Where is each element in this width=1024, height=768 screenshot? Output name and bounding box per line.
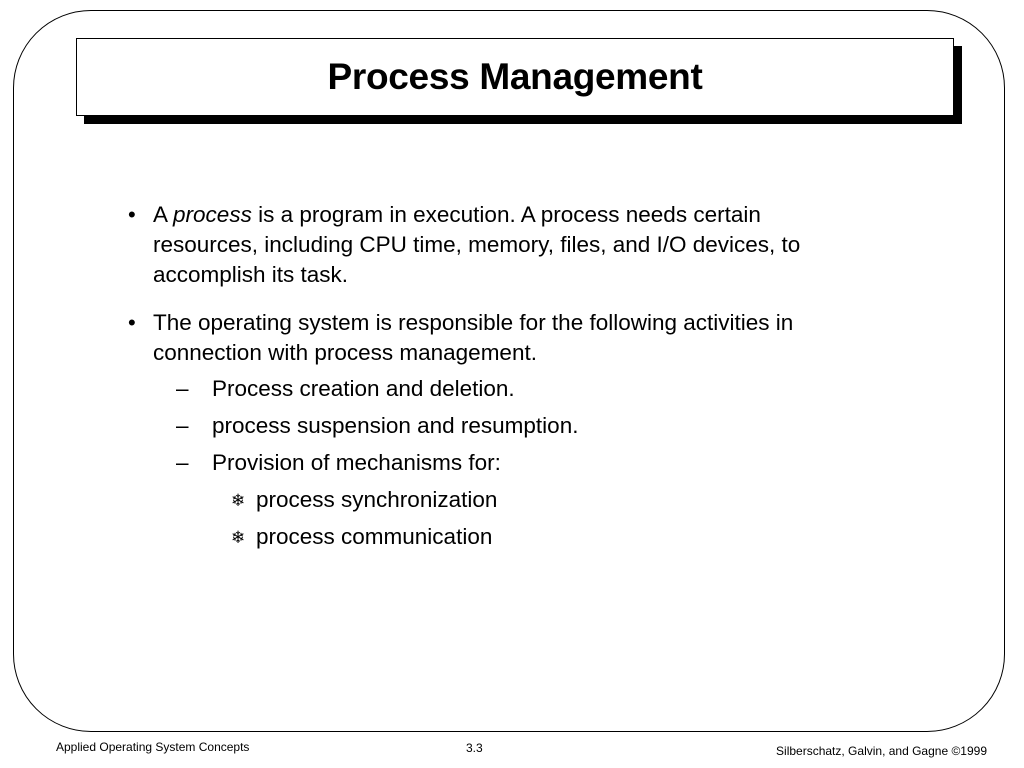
bullet-2-line-1: The operating system is responsible for the following activities in [153,310,794,335]
bullet-item-1 [128,200,913,290]
sub-item-3-text: Provision of mechanisms for: [212,450,501,475]
dash-marker: – [176,450,189,475]
dash-marker: – [176,376,189,401]
sub-item-1-text: Process creation and deletion. [212,376,515,401]
sub-sub-item-2-text: process communication [256,524,493,549]
slide-title: Process Management [327,55,703,97]
bullet-item-2 [128,308,913,368]
sub-sub-item-2 [231,522,493,552]
bullet-1-prefix: A [153,202,174,227]
sub-sub-item-1-text: process synchronization [256,487,498,512]
sub-item-3 [176,448,501,478]
footer-left: Applied Operating System Concepts [56,740,250,754]
snowflake-icon: ❄ [231,491,246,511]
bullet-2-line-2: connection with process management. [153,340,537,365]
bullet-1-line-2: resources, including CPU time, memory, files, and I/O devices, to [153,232,801,257]
bullet-1-emphasis: process [173,202,252,227]
sub-item-2 [176,411,579,441]
footer-right: Silberschatz, Galvin, and Gagne ©1999 [776,744,987,758]
bullet-1-line-1-rest: is a program in execution. A process needs certain [251,202,761,227]
sub-item-1 [176,374,515,404]
bullet-marker: • [128,202,136,227]
bullet-1-line-1 [153,200,913,230]
sub-sub-item-1 [231,485,498,515]
bullet-marker: • [128,310,136,335]
dash-marker: – [176,413,189,438]
footer-page-number: 3.3 [466,741,483,755]
sub-item-2-text: process suspension and resumption. [212,413,579,438]
snowflake-icon: ❄ [231,528,246,548]
bullet-1-line-3: accomplish its task. [153,262,349,287]
